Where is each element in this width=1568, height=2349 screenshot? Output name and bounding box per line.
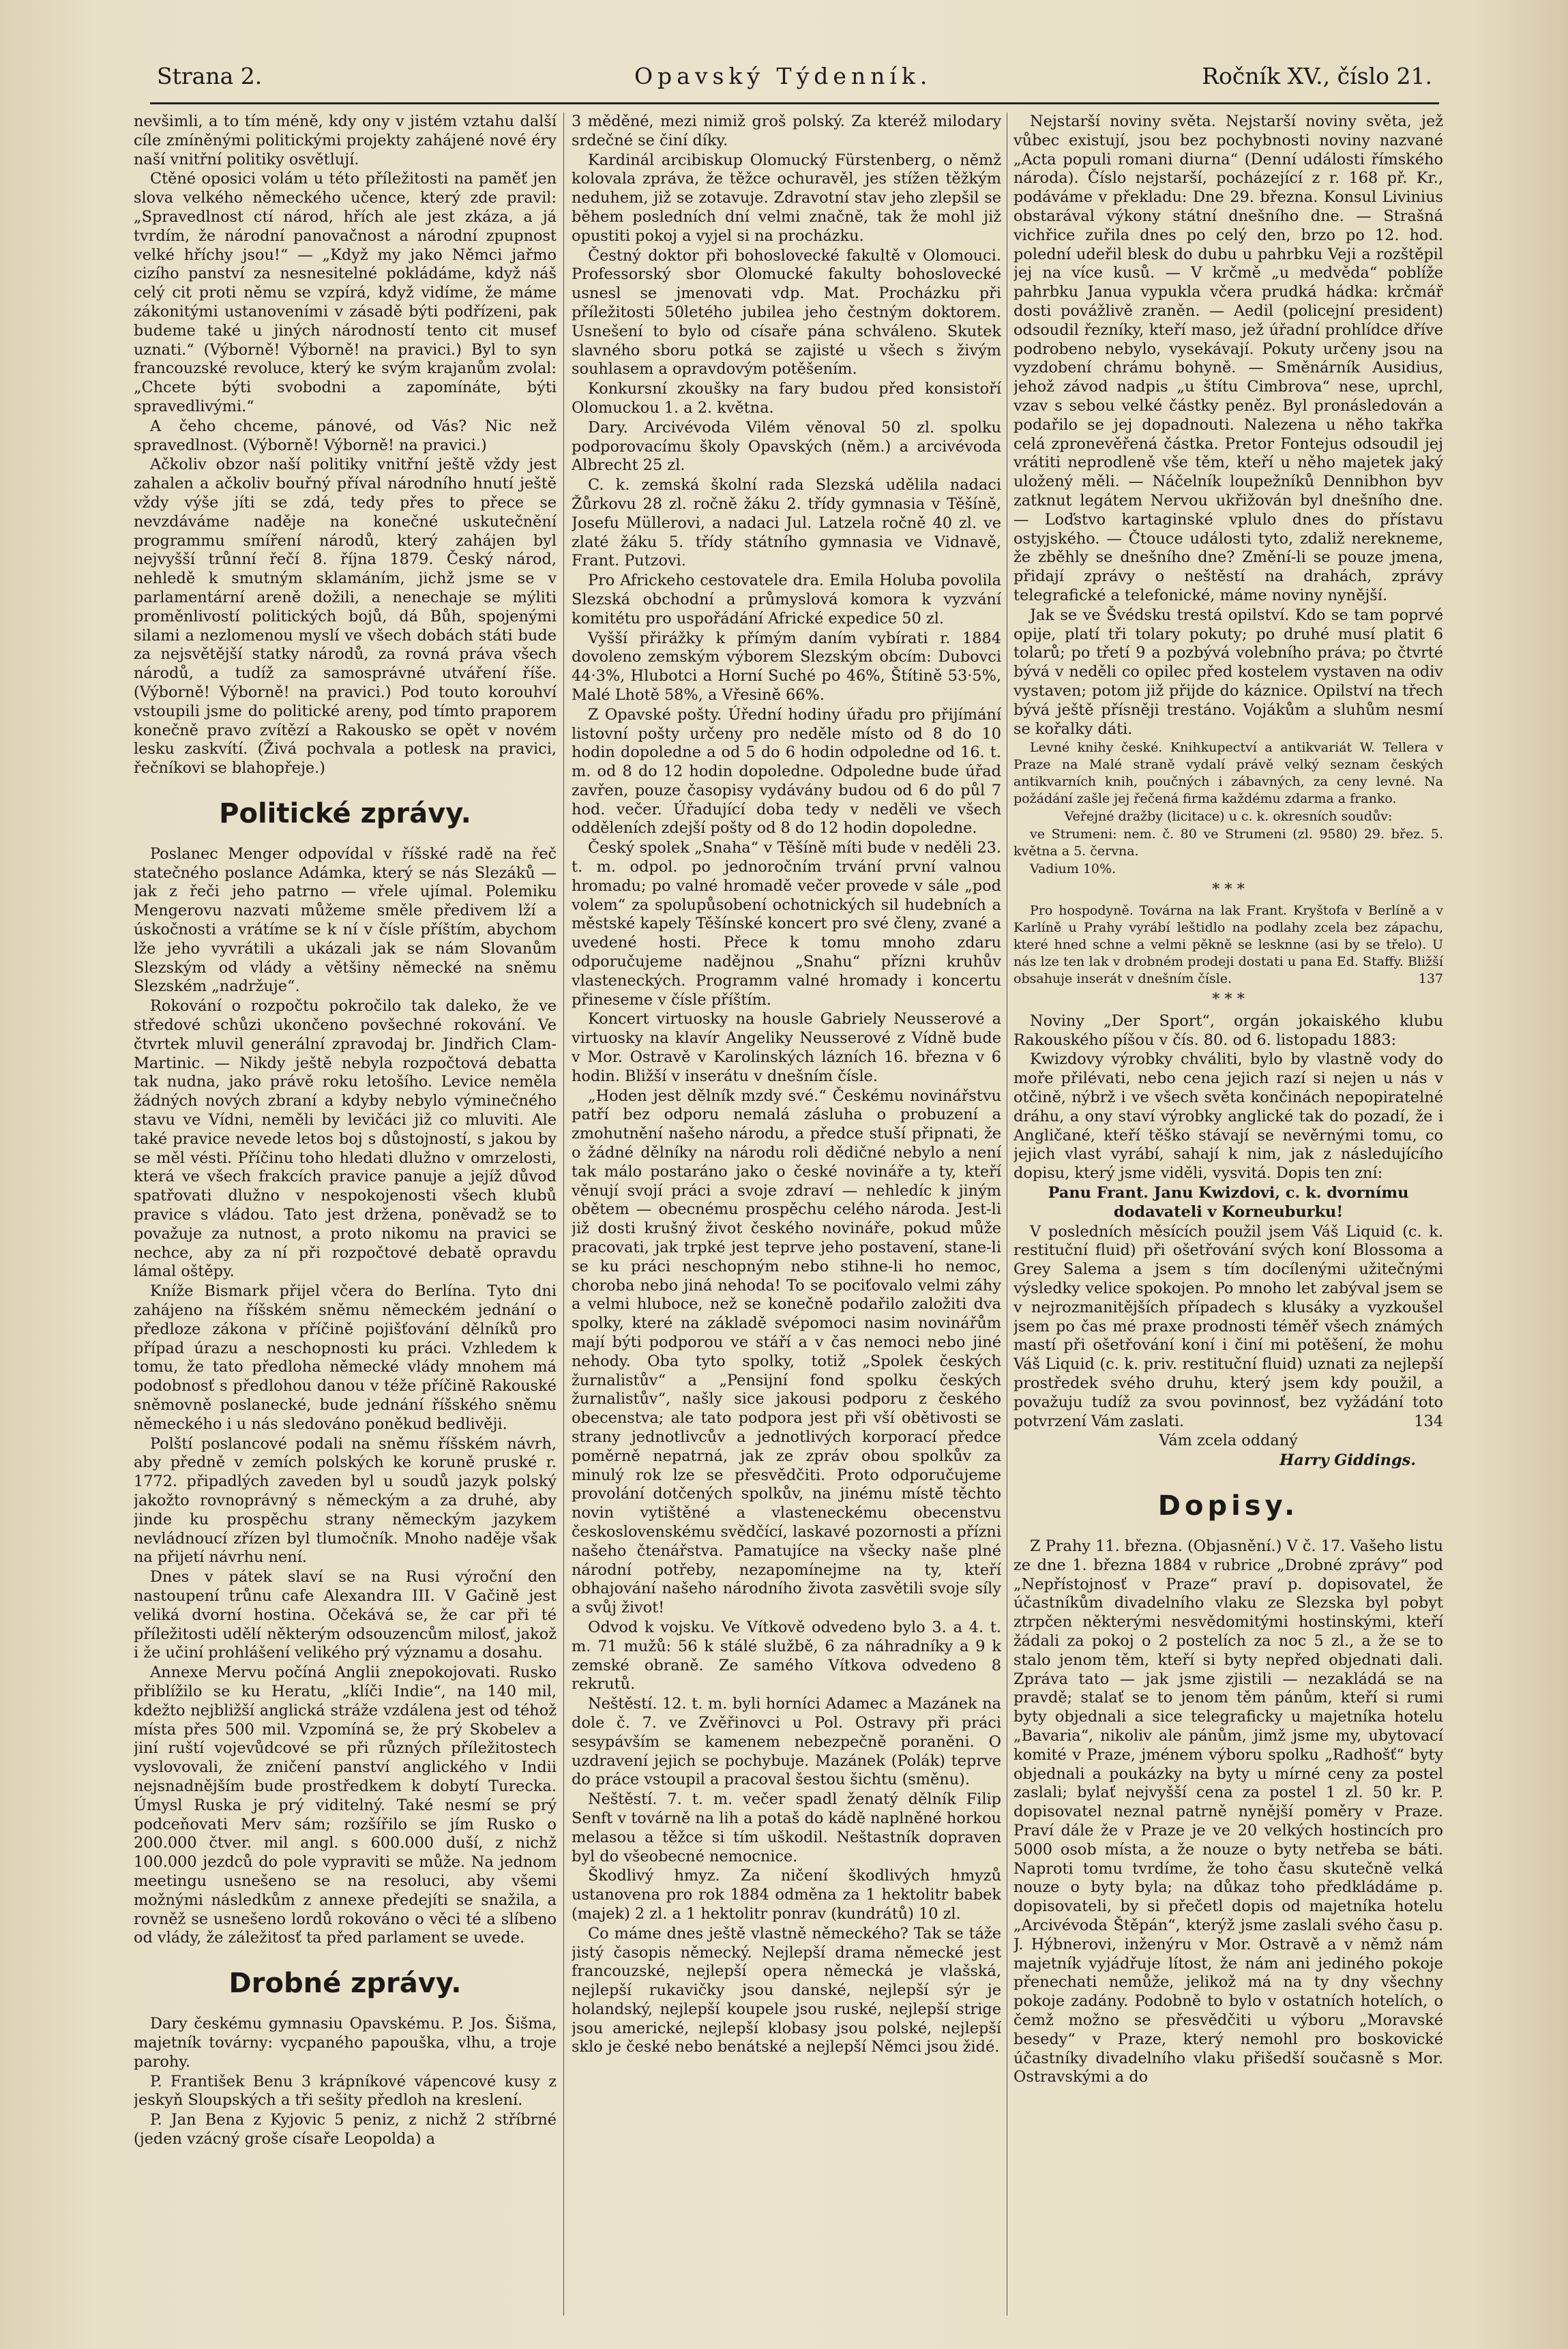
notice: ve Strumeni: nem. č. 80 ve Strumeni (zl. 9580) 29. břez. 5. května a 5. června. <box>1014 827 1443 859</box>
article: Čestný doktor při bohoslovecké fakultě v Olomouci. Professorský sbor Olomucké fakulty bohoslovecké usnesl se jmenovati vdp. Mat. Procházku při příležitosti 50letého jubilea jeho čestným doktorem. Usnešení to bylo od císaře pána schváleno. Skutek slavného sboru potká se zajisté u všech s živým souhlasem a opravdovým potěšením. <box>572 246 1001 379</box>
article: Poslanec Menger odpovídal v říšské radě na řeč statečného poslance Adámka, který se nás Slezáků — jak z řeči jeho patrno — vřele ujímal. Polemiku Mengerovu nazvati můžeme směle předivem lží a úskočnosti a vrátíme se k ní v čísle příštím, abychom lže jeho vyvrátili a ukázali jak se nám Slovanům Slezským od vlády a většiny německé na sněmu Slezském „nadržuje“. <box>134 844 557 996</box>
article: Dnes v pátek slaví se na Rusi výroční den nastoupení trůnu cafe Alexandra III. V Gačině jest veliká dvorní hostina. Očekává se, že car při té příležitosti udělí některým odsouzencům milosť, jakož i že učiní prohlášení velikého prý významu a dosahu. <box>134 1568 557 1662</box>
article: „Hoden jest dělník mzdy své.“ Českému novinářstvu patří bez odporu nemalá zásluha o probuzení a zmohutnění našeho národu, a předce stuší připnati, že o žádné dělníky na národu roli dědičné nebylo a není tak málo postaráno jako o české novináře a ty, kteří věnují svojí práci a svoje zdraví — nehledíc k jiným obětem — obecnému prospěchu celého národa. Jest-li již dosti krušný život českého novináře, pokud může pracovati, jak trpké jest teprve jeho postavení, stane-li se ku práci neschopným nebo stihne-li ho nemoc, choroba nebo jiná nehoda! To se pociťovalo velmi záhy a velmi hluboce, než se konečně podařilo založiti dva spolky, které na základě svépomoci nasim novinářům mají býti podporou ve stáří a v čas nemoci nebo jiné nehody. Oba tyto spolky, totiž „Spolek českých žurnalistův“ a „Pensijní fond spolku českých žurnalistův“, našly sice jakousi podporu z českého obecenstva; ale tato podpora jest při vší obětivosti se strany jednotlivcův a jednotlivých korporací předce poměrně nepatrná, jak ze zpráv obou spolkův za minulý rok lze se přesvědčiti. Proto odporučujeme provolání dotčených spolkův, na jinému místě těchto novin vytištěné a vlasteneckému obecenstvu československému svědčící, laskavé pozornosti a přízni našeho čtenářstva. Pamatujíce na všecky naše plné národní potřeby, nezapomínejme na ty, kteří obhajování našeho národního života zasvětili svoje síly a svůj život! <box>572 1087 1001 1617</box>
article: Z Prahy 11. března. (Objasnění.) V č. 17. Vašeho listu ze dne 1. března 1884 v rubrice „Drobné zprávy“ pod „Nepřístojnosť v Praze“ praví p. dopisovatel, že účastníkům divadelního vlaku ze Slezska byl pobyt ztrpčen některými nesvědomitými hostinskými, kteří žádali za pokoj o 2 postelích za noc 5 zl., a že se to stalo jenom těm, kteří si byty nepřed objednati dali. Zpráva tato — jak jsme zjistili — nezakládá se na pravdě; stalať se to jenom těm pánům, kteří si rumi byty objednali a sice telegraficky u majetníka hotelu „Bavaria“, nikoliv ale pánům, jimž jsme my, ubytovací komité v Praze, jménem výboru spolku „Radhošť“ byty objednali a poukázky na byty u mírné ceny za postel zaslali; bylať nejvyšší cena za postel 1 zl. 50 kr. P. dopisovatel neznal patrně nynější poměry v Praze. Praví dále že v Praze je ve 20 velkých hostincích pro 5000 osob místa, a že nouze o byty netřeba se báti. Naproti tomu tvrdíme, že toho času skutečně velká nouze o byty byla; na důkaz toho předkládáme p. dopisovateli, by si přečetl dopis od majetníka hotelu „Arcivévoda Štěpán“, kterýž jsme zaslali svého času p. J. Hýbnerovi, inženýru v Mor. Ostravě a v němž nám majetník vyjádřuje lítost, že nám ani jediného pokoje přenechati nemůže, jelikož má na ty dny všechny pokoje zadány. Podobně to bylo v ostatních hotelích, o čemž možno se přesvědčiti u výboru „Moravské besedy“ v Praze, který nemohl pro boskovické účastníky divadelního vlaku přišedší současně s Mor. Ostravskými a do <box>1014 1537 1443 2086</box>
ad-number: 134 <box>1414 1412 1443 1430</box>
article: P. František Benu 3 krápníkové vápencové kusy z jeskyň Sloupských a tři sešity předloh na kreslení. <box>134 2072 557 2110</box>
notice: Vadium 10%. <box>1030 861 1116 877</box>
newspaper-title: Opavský Týdenník. <box>634 63 932 89</box>
article: Škodlivý hmyz. Za ničení škodlivých hmyzů ustanovena pro rok 1884 odměna za 1 hektolitr babek (majek) 2 zl. a 1 hektolitr ponrav (kundrátů) 10 zl. <box>572 1867 1001 1923</box>
page-header <box>157 63 1432 104</box>
column-3 <box>1014 113 1443 2322</box>
article: C. k. zemská školní rada Slezská udělila nadaci Žůrkovu 28 zl. ročně žáku 2. třídy gymnasia v Těšíně, Josefu Müllerovi, a nadaci Jul. Latzela ročně 40 zl. ve zlaté žáku 5. třídy státního gymnasia ve Vidnavě, Frant. Putzovi. <box>572 476 1001 570</box>
volume-issue: Ročník XV., číslo 21. <box>1202 63 1432 89</box>
article: Rokování o rozpočtu pokročilo tak daleko, že ve středové schůzi ukončeno povšechné rokování. Ve čtvrtek mluvil generální zpravodaj br. Jindřich Clam-Martinic. — Nikdy ještě nebyla rozpočtová debatta tak nudna, jako právě roku letošího. Levice neměla žádných nových zbraní a kdyby nebylo výminečného stavu ve Vídni, neměli by levičáci již co mluviti. Ale také pravice nevede letos boj s důstojností, s jakou by se měl vésti. Příčinu toho hledati dlužno v omrzelosti, která ve všech frakcích pravice panuje a jejíž důvod spatřovati dlužno v nespokojenosti všech klubů pravice s vládou. Tato jest držena, poněvadž se to považuje za nutnost, a proto nikomu na pravici se nechce, aby za ní při rozpočtové debatě opravdu lámal oštěpy. <box>134 997 557 1281</box>
paragraph: Ctěné oposici volám u této příležitosti na paměť jen slova velkého německého učence, který zde pravil: „Spravedlnost ctí národ, hřích ale jest zkáza, a já tvrdím, že národní panovačnost a národní zpupnost velké hříchy jsou!“ — „Když my jako Němci jařmo cizího panství za nesnesitelné pokládáme, když náš celý cit proti němu se vzpírá, když vidíme, že máme zákonitými ustanoveními v zásadě býti podřízeni, pak budeme také u jiných národností tento cit musef uznati.“ (Výborně! Výborně! na pravici.) Byl to syn francouzské revoluce, který ke svým krajanům zvolal: „Chcete býti svobodni a zapomínáte, býti spravedlivými.“ <box>134 170 557 415</box>
article: Dary českému gymnasiu Opavskému. P. Jos. Šišma, majetník továrny: vycpaného papouška, vlhu, a troje parohy. <box>134 2015 557 2071</box>
article: Kníže Bismark přijel včera do Berlína. Tyto dni zahájeno na říšském sněmu německém jednání o předloze zákona v příčině pojišťování dělníků pro případ úrazu a neschopnosti ku práci. Vzhledem k tomu, že tato předloha německé vlády mnohem má podobnosť s předlohou danou v téže příčině Rakouské sněmovně poslanecké, bude jednání říšského sněmu německého i u nás sledováno poněkud bedlivěji. <box>134 1282 557 1433</box>
signature: Harry Giddings. <box>1279 1451 1416 1470</box>
article: Polští poslancové podali na sněmu říšském návrh, aby předně v zemích polských ke koruně pruské r. 1772. připadlých zaveden byl u soudů jazyk polský jakožto rovnoprávný s německým a za druhé, aby jinde ku prospěchu strany německým jazykem nevládnoucí zřízen byl tlumočník. Mnoho naděje však na přijetí návrhu není. <box>134 1434 557 1567</box>
section-heading-politicke: Politické zprávy. <box>219 797 471 829</box>
advertisement <box>1014 902 1443 988</box>
column-1 <box>134 113 557 2322</box>
notice-heading: Veřejné dražby (licitace) u c. k. okresních soudův: <box>1064 809 1393 825</box>
separator-stars: * * * <box>1212 881 1245 899</box>
paragraph: A čeho chceme, pánové, od Vás? Nic než spravedlnost. (Výborně! Výborně! na pravici.) <box>134 417 557 454</box>
letter-closing: Vám zcela oddaný <box>1159 1432 1298 1450</box>
paragraph: Ačkoliv obzor naší politiky vnitřní ještě vždy jest zahalen a ačkoliv bouřný příval národního hnutí ještě vždy výše jíti se zdá, tedy přes to přece se nevzdáváme naděje na konečné uskutečnění programmu smíření národů, který zahájen byl nejvyšší trůnní řečí 8. října 1879. Český národ, nehledě k smutným sklamáním, jichž jsme se v parlamentární areně dožili, a nenechaje se mýliti proměnlivostí politických bojů, dá Bůh, spojenými silami a nezlomenou myslí ve všech dobách státi bude za nejsvětější statky národů, za rovná práva všech národů, a tudíž za samosprávné utváření říše. (Výborně! Výborně! na pravici.) Pod touto korouhví vstoupili jsme do politické areny, pod tímto praporem konečně pravo zvítězí a Rakousko se opět v novém lesku zaskvítí. (Živá pochvala a potlesk na pravici, řečníkovi se blahopřeje.) <box>134 456 557 778</box>
article: Český spolek „Snaha“ v Těšíně míti bude v neděli 23. t. m. odpol. po jednoročním trvání první valnou hromadu; po valné hromadě večer provede v sále „pod volem“ za spolupůsobení ochotnických sil hudebních a městské kapely Těšínské koncert pro své členy, zvané a uvedené hosti. Přece k tomu mnoho zdaru odporučujeme nadějnou „Snahu“ přízni kruhův vlasteneckých. Programm valné hromady i koncertu přineseme v čísle příštím. <box>572 839 1001 1009</box>
ad-text: V posledních měsících použil jsem Váš Liquid (c. k. restituční fluid) při ošetřování svých koní Blossoma a Grey Salema a jsem s tím docílenými užitečnými výsledky velice spokojen. Po mnoho let zabýval jsem se v nejrozmanitějších případech s klusáky a vyzkoušel jsem po čas mé praxe prodnosti téměř všech známých mastí při ošetřování koní i činí mi potěšení, že mohu Váš Liquid (c. k. priv. restituční fluid) uznati za nejlepší prostředek svého druhu, který jsem kdy použil, a považuju tudíž za svou povinnosť, bez vyžádání toto potvrzení Vám zaslati. <box>1014 1222 1443 1430</box>
article: Odvod k vojsku. Ve Vítkově odvedeno bylo 3. a 4. t. m. 71 mužů: 56 k stálé službě, 6 za náhradníky a 9 k zemské obraně. Ze samého Vítkova odvedeno 8 rekrutů. <box>572 1618 1001 1694</box>
ad-text: Pro hospodyně. Továrna na lak Frant. Kryštofa v Berlíně a v Karlíně u Prahy vyrábí leštidlo na podlahy zcela bez zápachu, které hned schne a velmi pěkně se lesknne (asi by se třelo). U nás lze ten lak v drobném prodeji dostati u pana Ed. Staffy. Bližší obsahuje inserát v dnešním čísle. <box>1014 903 1443 987</box>
article: Jak se ve Švédsku trestá opilství. Kdo se tam poprvé opije, platí tři tolary pokuty; po druhé musí platit 6 tolarů; po třetí 9 a pozbývá volebního práva; po čtvrté bývá v neděli co opilec před kostelem vystaven na odiv vystaven; potom již přijde do káznice. Opilství na třech bývá ještě přísněji trestáno. Vojákům a sluhům nesmí se kořalky dáti. <box>1014 606 1443 738</box>
article: Neštěstí. 7. t. m. večer spadl ženatý dělník Filip Senft v továrně na lih a potaš do kádě naplněné horkou melasou a těžce si tím uškodil. Neštastník dopraven byl do všeobecné nemocnice. <box>572 1790 1001 1865</box>
article: Vyšší přirážky k přímým daním vybírati r. 1884 dovoleno zemským výborem Slezským obcím: Dubovci 44·3%, Hlubotci a Horní Suché po 46%, Štítině 53·5%, Malé Lhotě 58%, a Vřesině 66%. <box>572 629 1001 704</box>
advertisement <box>1014 1223 1443 1432</box>
article: Z Opavské pošty. Úřední hodiny úřadu pro přijímání listovní pošty určeny pro neděle místo od 8 do 10 hodin dopoledne a od 5 do 6 hodin odpoledne od 16. t. m. od 8 do 12 hodin dopoledne. Odpoledne bude úřad zavřen, pouze časopisy vydávány budou od 6 do půl 7 hod. večer. Úřadující doba tedy v neděli ve všech odděleních zdejší pošty od 8 do 12 hodin dopoledne. <box>572 705 1001 838</box>
article: Konkursní zkoušky na fary budou před konsistoří Olomuckou 1. a 2. května. <box>572 380 1001 417</box>
paragraph: 3 měděné, mezi nimiž groš polský. Za kteréž milodary srdečné se činí díky. <box>572 113 1001 149</box>
page-number: Strana 2. <box>157 63 263 89</box>
advertisement: Kwizdovy výrobky chváliti, bylo by vlastně vody do moře přilévati, nebo cena jejich razí si nejen u nás v otčině, nýbrž i ve všech světa končinách nepopiratelné dráhu, a ony staví výrobky anglické tak do pozadí, že i Angličané, kteří těško stávají se nevěrnými tomu, co jejich vlast vyrábí, sahají k nim, jak z následujícího dopisu, který jsme viděli, vysvitá. Dopis ten zní: <box>1014 1050 1443 1183</box>
article: Neštěstí. 12. t. m. byli horníci Adamec a Mazánek na dole č. 7. ve Zvěřinovci u Pol. Ostravy při práci sesypávším se kamenem nebezpečně poraněni. O uzdravení jejich se pochybuje. Mazánek (Polák) teprve do práce vstoupil a pracoval šestou šichtu (směnu). <box>572 1695 1001 1789</box>
column-divider <box>563 113 564 2316</box>
article: Koncert virtuosky na housle Gabriely Neusserové a virtuosky na klavír Angeliky Neusserové z Vídně bude v Mor. Ostravě v Karolinských lázních 16. března v 6 hodin. Bližší v inserátu v dnešním čísle. <box>572 1010 1001 1085</box>
article: Dary. Arcivévoda Vilém věnoval 50 zl. spolku podporovacímu školy Opavských (něm.) a arcivévoda Albrecht 25 zl. <box>572 418 1001 475</box>
article: Kardinál arcibiskup Olomucký Fürstenberg, o němž kolovala zpráva, že těžce ochuravěl, jes stížen těžkým neduhem, již se zotavuje. Zdravotní stav jeho zlepšil se během posledních dní velmi značně, tak že mohl již opustiti pokoj a vyjel si na procházku. <box>572 151 1001 245</box>
ad-number: 137 <box>1418 971 1443 987</box>
column-2 <box>572 113 1001 2322</box>
letter-address: Panu Frant. Janu Kwizdovi, c. k. dvornímu dodavateli v Korneuburku! <box>1048 1184 1409 1221</box>
article: Co máme dnes ještě vlastně německého? Tak se táže jistý časopis německý. Nejlepší drama německé jest francouzské, nejlepší opera německá je vlašská, nejlepší rukavičky jsou danské, nejlepší sýr je holandský, nejlepší koupele jsou ruské, nejlepší strige jsou americké, nejlepší klobasy jsou polské, nejlepší sklo je české nebo benátské a nejlepší Němci jsou židé. <box>572 1924 1001 2056</box>
separator-stars: * * * <box>1212 990 1245 1009</box>
article: P. Jan Bena z Kyjovic 5 peniz, z nichž 2 stříbrné (jeden vzácný groše císaře Leopolda) a <box>134 2111 557 2148</box>
notice: Levné knihy české. Knihkupectví a antikvariát W. Tellera v Praze na Malé straně vydalí právě velký seznam českých antikvarních knih, poučných i zábavných, za ceny levné. Na požádání zašle jej řečená firma každému zdarma a franko. <box>1014 740 1443 807</box>
article: Pro Africkeho cestovatele dra. Emila Holuba povolila Slezská obchodní a průmyslová komora k vyzvání komitétu pro uspořádání Africké expedice 50 zl. <box>572 572 1001 627</box>
section-heading-dopisy: Dopisy. <box>1157 1490 1299 1522</box>
article: Nejstarší noviny světa. Nejstarší noviny světa, jež vůbec existují, jsou bez pochybnosti noviny nazvané „Acta populi romani diurna“ (Denní události římského národa). Číslo nejstarší, pocházející z r. 168 př. Kr., podáváme v překladu: Dne 29. března. Konsul Livinius obstarával výkony státní dnešního dne. — Strašná vichřice zuřila dnes po celý den, brzo po 12. hod. polední udeřil blesk do dubu u pahrbku Veji a rozštěpil jej na více kusů. — V krčmě „u medvěda“ poblíže pahrbku Janua vypukla včera prudká hádka: krčmář dosti povážlivě zraněn. — Aedil (policejní president) odsoudil řezníky, kteří maso, jež úřadní prohlídce dříve podrobeno nebylo, vysekávají. Pokuty určeny jsou na vyzdobení chrámu bohyně. — Směnárník Ausidius, jehož závod nadpis „u štítu Cimbrova“ nese, uprchl, vzav s sebou velké částky peněz. Byl pronásledován a podařilo se jej dopadnouti. Nalezena u něho takřka celá zpronevěřená částka. Pretor Fontejus odsoudil jej vrátiti neprodleně vše těm, kteří u něho majetek jaký uložený měli. — Náčelník loupežníků Dennibhon byv zatknut legátem Nervou ukřižován byl dnešního dne. — Loďstvo kartaginské vplulo dnes do přístavu ostyjského. — Čtouce události tyto, zdaliž nerekneme, že zběhly se dnešního dne? Změní-li se pouze jmena, přidají zprávy o neštěstí na drahách, zprávy telegrafické a telefonické, máme noviny nynější. <box>1014 113 1443 604</box>
header-rule <box>150 102 1439 104</box>
advertisement: Noviny „Der Sport“, orgán jokaiského klubu Rakouského píšou v čís. 80. od 6. listopadu 1883: <box>1014 1011 1443 1049</box>
paragraph: nevšimli, a to tím méně, kdy ony v jistém vztahu další cíle zmíněnými politickými projekty zahájené nové éry naší vnitřní politiky osvětlují. <box>134 113 557 168</box>
section-heading-drobne: Drobné zprávy. <box>228 1968 462 2000</box>
article: Annexe Mervu počíná Anglii znepokojovati. Rusko přiblížilo se ku Heratu, „klíči Indie“, na 140 mil, kdežto nejbližší anglická stráže vzdálena jest od téhož místa přes 500 mil. Vzpomíná se, že prý Skobelev a jiní ruští vojevůdcové se při různých příležitostech vyslovovali, že zničení panství anglického v Indii nejsnadnějším bude prostředkem k dobytí Turecka. Úmysl Ruska je prý viditelný. Také nesmí se prý podceňovati Merv sám; rozšířilo se jím Rusko o 200.000 čtver. mil angl. s 600.000 duší, z nichž 100.000 jezdců do pole vypraviti se může. Na jednom meetingu usnešeno se na resoluci, aby všemi možnými následkům z annexe předejíti se snažila, a rovněž se usnešeno lordů rokováno o věci té a slíbeno od vlády, že záležitosť ta před parlament se uvede. <box>134 1664 557 1947</box>
